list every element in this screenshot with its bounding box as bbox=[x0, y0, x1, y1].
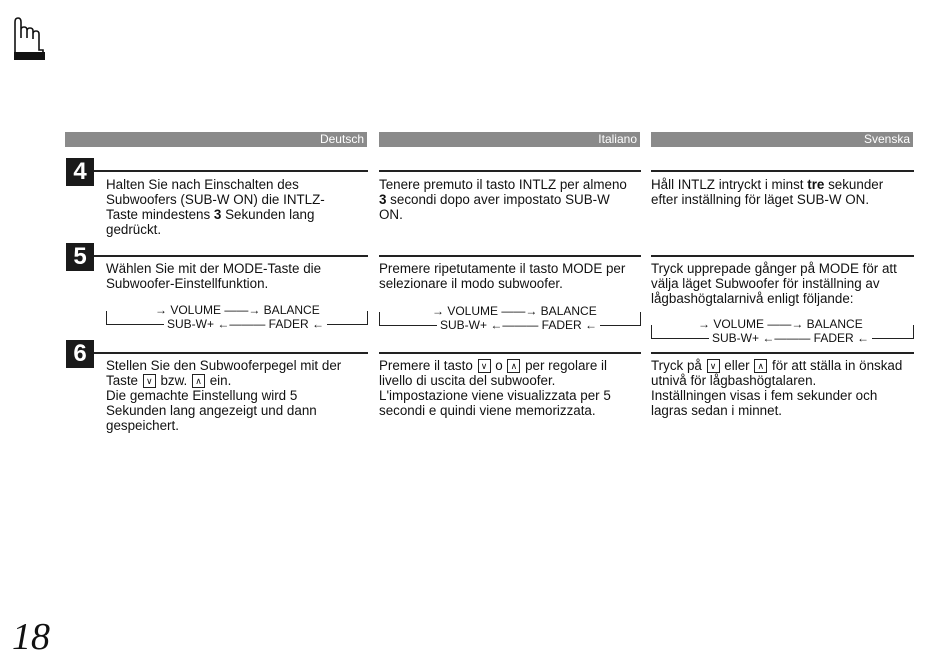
step-4-rule-de bbox=[94, 170, 368, 172]
step-number-5: 5 bbox=[66, 243, 94, 271]
mode-cycle-top: → VOLUME ——→ BALANCE bbox=[695, 318, 866, 331]
down-key-icon: ∨ bbox=[478, 359, 491, 373]
step-4-text-de: Halten Sie nach Einschalten des Subwoofers (SUB-W ON) die INTLZ- Taste mindestens 3 Sekunden lang gedrückt. bbox=[106, 177, 325, 237]
step-5-rule-de bbox=[94, 255, 368, 257]
step-6-text-sv: Tryck på ∨ eller ∧ för att ställa in önskad utnivå för lågbashögtalaren. Inställningen visas i fem sekunder och lagras sedan i minnet. bbox=[651, 358, 903, 419]
step-4-rule-it bbox=[379, 170, 641, 172]
step-number-6: 6 bbox=[66, 340, 94, 368]
language-header-italiano: Italiano bbox=[379, 132, 640, 147]
mode-cycle-bottom: SUB-W+ ←——— FADER ← bbox=[164, 318, 327, 331]
step-5-rule-sv bbox=[651, 255, 914, 257]
mode-cycle-bottom: SUB-W+ ←——— FADER ← bbox=[437, 319, 600, 332]
up-key-icon: ∧ bbox=[507, 359, 520, 373]
step-5-text-de: Wählen Sie mit der MODE-Taste die Subwoofer-Einstellfunktion. bbox=[106, 261, 322, 291]
step-6-rule-sv bbox=[651, 352, 914, 354]
step-6-text-de: Stellen Sie den Subwooferpegel mit der Taste ∨ bzw. ∧ ein. Die gemachte Einstellung wird 5 Sekunden lang angezeigt und dann gespeichert. bbox=[106, 358, 342, 434]
step-4-text-sv: Håll INTLZ intryckt i minst tre sekunder efter inställning för läget SUB-W ON. bbox=[651, 177, 884, 207]
step-4-text-it: Tenere premuto il tasto INTLZ per almeno 3 secondi dopo aver impostato SUB-W ON. bbox=[379, 177, 627, 222]
language-header-deutsch: Deutsch bbox=[65, 132, 367, 147]
mode-cycle-diagram-it bbox=[379, 305, 641, 333]
step-6-rule-it bbox=[379, 352, 641, 354]
step-6-text-it: Premere il tasto ∨ o ∧ per regolare il livello di uscita del subwoofer. L'impostazione viene visualizzata per 5 secondi e quindi viene memorizzata. bbox=[379, 358, 611, 419]
page-number: 18 bbox=[12, 616, 50, 658]
hand-pointer-icon bbox=[12, 16, 46, 60]
mode-cycle-top: → VOLUME ——→ BALANCE bbox=[429, 305, 600, 318]
step-6-rule-de bbox=[94, 352, 368, 354]
mode-cycle-diagram-de bbox=[106, 304, 368, 332]
step-5-text-sv: Tryck upprepade gånger på MODE för att välja läget Subwoofer för inställning av lågbashögtalarnivå enligt följande: bbox=[651, 261, 897, 306]
down-key-icon: ∨ bbox=[707, 359, 720, 373]
mode-cycle-diagram-sv bbox=[651, 318, 914, 346]
step-5-rule-it bbox=[379, 255, 641, 257]
down-key-icon: ∨ bbox=[143, 374, 156, 388]
step-5-text-it: Premere ripetutamente il tasto MODE per selezionare il modo subwoofer. bbox=[379, 261, 626, 291]
step-4-rule-sv bbox=[651, 170, 914, 172]
up-key-icon: ∧ bbox=[754, 359, 767, 373]
mode-cycle-bottom: SUB-W+ ←——— FADER ← bbox=[709, 332, 872, 345]
mode-cycle-top: → VOLUME ——→ BALANCE bbox=[152, 304, 323, 317]
up-key-icon: ∧ bbox=[192, 374, 205, 388]
step-number-4: 4 bbox=[66, 158, 94, 186]
language-header-svenska: Svenska bbox=[651, 132, 913, 147]
